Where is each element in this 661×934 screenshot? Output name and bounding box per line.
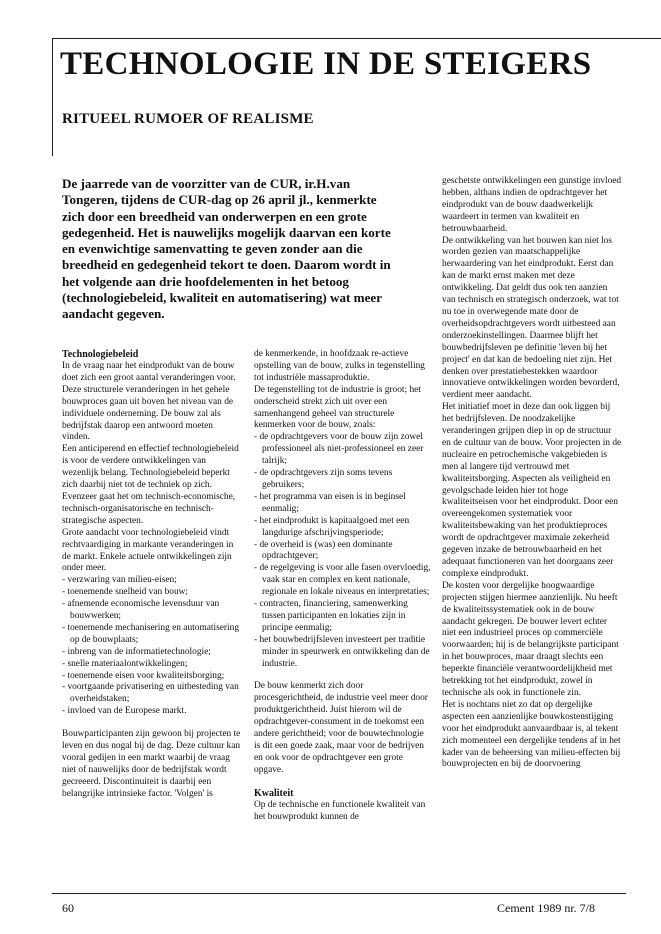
list-item: - de opdrachtgevers zijn soms tevens gebruikers; — [254, 468, 393, 490]
paragraph: De tegenstelling tot de industrie is groot; het onderscheid strekt zich uit over een samenhangend geheel van structurele kenmerken voor de bouw, zoals: — [254, 384, 421, 431]
list-item: - het programma van eisen is in beginsel eenmalig; — [254, 491, 406, 514]
column-right — [442, 176, 622, 771]
paragraph: geschetste ontwikkelingen een gunstige invloed hebben, althans indien de opdrachtgever het eindprodukt van de bouw daadwerkelijk waardeert in termen van kwaliteit en betrouwbaarheid. — [442, 176, 622, 234]
list-item: - verzwaring van milieu-eisen; — [62, 575, 177, 586]
column-left — [62, 349, 241, 801]
paragraph: Het is nochtans niet zo dat op dergelijke aspecten een aanzienlijke bouwkostenstijging voor het eindprodukt aanvaardbaar is, al tekent zich momenteel een dergelijke tendens af in het kader van de beheersing van milieu-effecten bij bouwprojecten en bij de doorvoering — [442, 699, 621, 770]
page-number: 60 — [62, 901, 74, 915]
paragraph: Bouwparticipanten zijn gewoon bij projecten te leven en dus nogal bij de dag. Deze cultuur kan vooral gedijen in een markt waarbij de vraag niet of nauwelijks door de bedrijfstak wordt gecreeerd. Discontinuiteit is daarbij een belangrijke intrinsieke factor. 'Volgen' is — [62, 729, 241, 799]
list-item: - contracten, financiering, samenwerking tussen participanten en lokaties zijn in principe eenmalig; — [254, 599, 408, 633]
paragraph: Grote aandacht voor technologiebeleid vindt rechtvaardiging in markante veranderingen in de markt. Enkele actuele ontwikkelingen zijn onder meer. — [62, 527, 234, 574]
paragraph: In de vraag naar het eindprodukt van de bouw doet zich een groot aantal veranderingen voor. Deze structurele veranderingen in het gehele bouwproces gaan uit boven het niveau van de individuele onderneming. De bouw zal als bedrijfstak daarop een antwoord moeten vinden. — [62, 361, 236, 443]
list-item: - voortgaande privatisering en uitbesteding van overheidstaken; — [62, 682, 239, 705]
developments-list — [62, 575, 241, 718]
list-item: - snelle materiaalontwikkelingen; — [62, 658, 188, 669]
issue-label: Cement 1989 nr. 7/8 — [497, 901, 595, 915]
article-title: TECHNOLOGIE IN DE STEIGERS — [60, 46, 592, 82]
list-item: - toenemende snelheid van bouw; — [62, 587, 189, 598]
list-item: - invloed van de Europese markt. — [62, 706, 187, 717]
section-heading-kwaliteit: Kwaliteit — [254, 787, 294, 799]
footer-rule — [52, 893, 626, 894]
list-item: - afnemende economische levensduur van bouwwerken; — [62, 599, 220, 622]
paragraph: De kosten voor dergelijke hoogwaardige projecten stijgen hiermee aanzienlijk. Nu heeft de kwaliteitssystematiek ook in de bouw aandacht gekregen. De bouwer levert echter niet een industrieel proces op commerciële voorwaarden; hij is de belangrijkste participant in het bouwproces, maar draagt slechts een beperkte financiële verantwoordelijkheid met betrekking tot het eindprodukt, zowel in technische als ook in functionele zin. — [442, 580, 619, 698]
characteristics-list — [254, 432, 431, 670]
paragraph: De bouw kenmerkt zich door procesgerichtheid, de industrie veel meer door produktgerichtheid. Juist hierom wil de opdrachtgever-consument in de toekomst een andere gerichtheid; voor de bouwtechnologie is dit een goede zaak, maar voor de bedrijven en ook voor de opdrachtgever een grote opgave. — [254, 681, 428, 775]
list-item: - het bouwbedrijfsleven investeert per traditie minder in speurwerk en ontwikkeling dan de industrie. — [254, 634, 430, 669]
list-item: - de overheid is (was) een dominante opdrachtgever; — [254, 539, 393, 562]
section-heading-technologiebeleid: Technologiebeleid — [62, 349, 139, 360]
column-middle — [254, 349, 431, 824]
list-item: - het eindprodukt is kapitaalgoed met een langdurige afschrijvingsperiode; — [254, 515, 410, 538]
paragraph: De ontwikkeling van het bouwen kan niet los worden gezien van maatschappelijke herwaardering van het eindprodukt. Eerst dan kan de markt ernst maken met deze ontwikkeling. Dat geldt dus ook ten aanzien van technisch en strategisch onderzoek, wat tot nu toe in overwegende mate door de overheidsopdrachtgevers wordt uitbesteed aan onderzoekinstellingen. Daarmee blijft het bouwbedrijfsleven pe definitie 'leven bij het project' en dat kan de bedoeling niet zijn. Het denken over prestatiebestekken waardoor innovatieve ontwikkelingen worden bevorderd, verdient meer aandacht. — [442, 235, 620, 401]
list-item: - de opdrachtgevers voor de bouw zijn zowel professioneel als niet-professioneel en zeer talrijk; — [254, 432, 424, 467]
paragraph: Een anticiperend en effectief technologiebeleid is voor de verdere ontwikkelingen van wezenlijk belang. Technologiebeleid beperkt zich daarbij niet tot de techniek op zich. Evenzeer gaat het om technisch-economische, technisch-organisatorische en technisch-strategische aspecten. — [62, 444, 239, 526]
frame-top-rule — [52, 38, 661, 39]
frame-left-rule — [52, 38, 53, 156]
list-item: - de regelgeving is voor alle fasen overvloedig, vaak star en complex en kent nationale, regionale en lokale niveaus en interpretaties; — [254, 563, 431, 598]
paragraph: Het initiatief moet in deze dan ook liggen bij het bedrijfsleven. De noodzakelijke veranderingen grijpen diep in op de structuur en de cultuur van de bouw. Voor projecten in de nucleaire en petrochemische vakgebieden is men al langere tijd vertrouwd met kwaliteitsborging. Aspecten als veiligheid en gevolgschade leiden hier tot hoge kwaliteitseisen voor het eindprodukt. Door een overeengekomen systematiek voor kwaliteitsbewaking van het produktieproces wordt de opdrachtgever maximale zekerheid gegeven inzake de betrouwbaarheid en het adequaat functioneren van het doorgaans zeer complexe eindprodukt. — [442, 402, 622, 579]
paragraph: de kenmerkende, in hoofdzaak re-actieve opstelling van de bouw, zulks in tegenstelling tot industriële massaproduktie. — [254, 349, 425, 383]
paragraph: Op de technische en functionele kwaliteit van het bouwprodukt kunnen de — [254, 799, 426, 822]
lead-paragraph: De jaarrede van de voorzitter van de CUR, ir.H.van Tongeren, tijdens de CUR-dag op 26 april jl., kenmerkte zich door een breedheid van onderwerpen en een grote gedegenheid. Het is nauwelijks mogelijk daarvan een korte en evenwichtige samenvatting te geven zonder aan die breedheid en gedegenheid tekort te doen. Daarom wordt in het volgende aan drie hoofdelementen in het betoog (technologiebeleid, kwaliteit en automatisering) wat meer aandacht gegeven. — [62, 176, 391, 322]
article-subtitle: RITUEEL RUMOER OF REALISME — [62, 111, 314, 127]
list-item: - toenemende mechanisering en automatisering op de bouwplaats; — [62, 622, 240, 645]
list-item: - inbreng van de informatietechnologie; — [62, 646, 211, 657]
list-item: - toenemende eisen voor kwaliteitsborging; — [62, 670, 225, 681]
